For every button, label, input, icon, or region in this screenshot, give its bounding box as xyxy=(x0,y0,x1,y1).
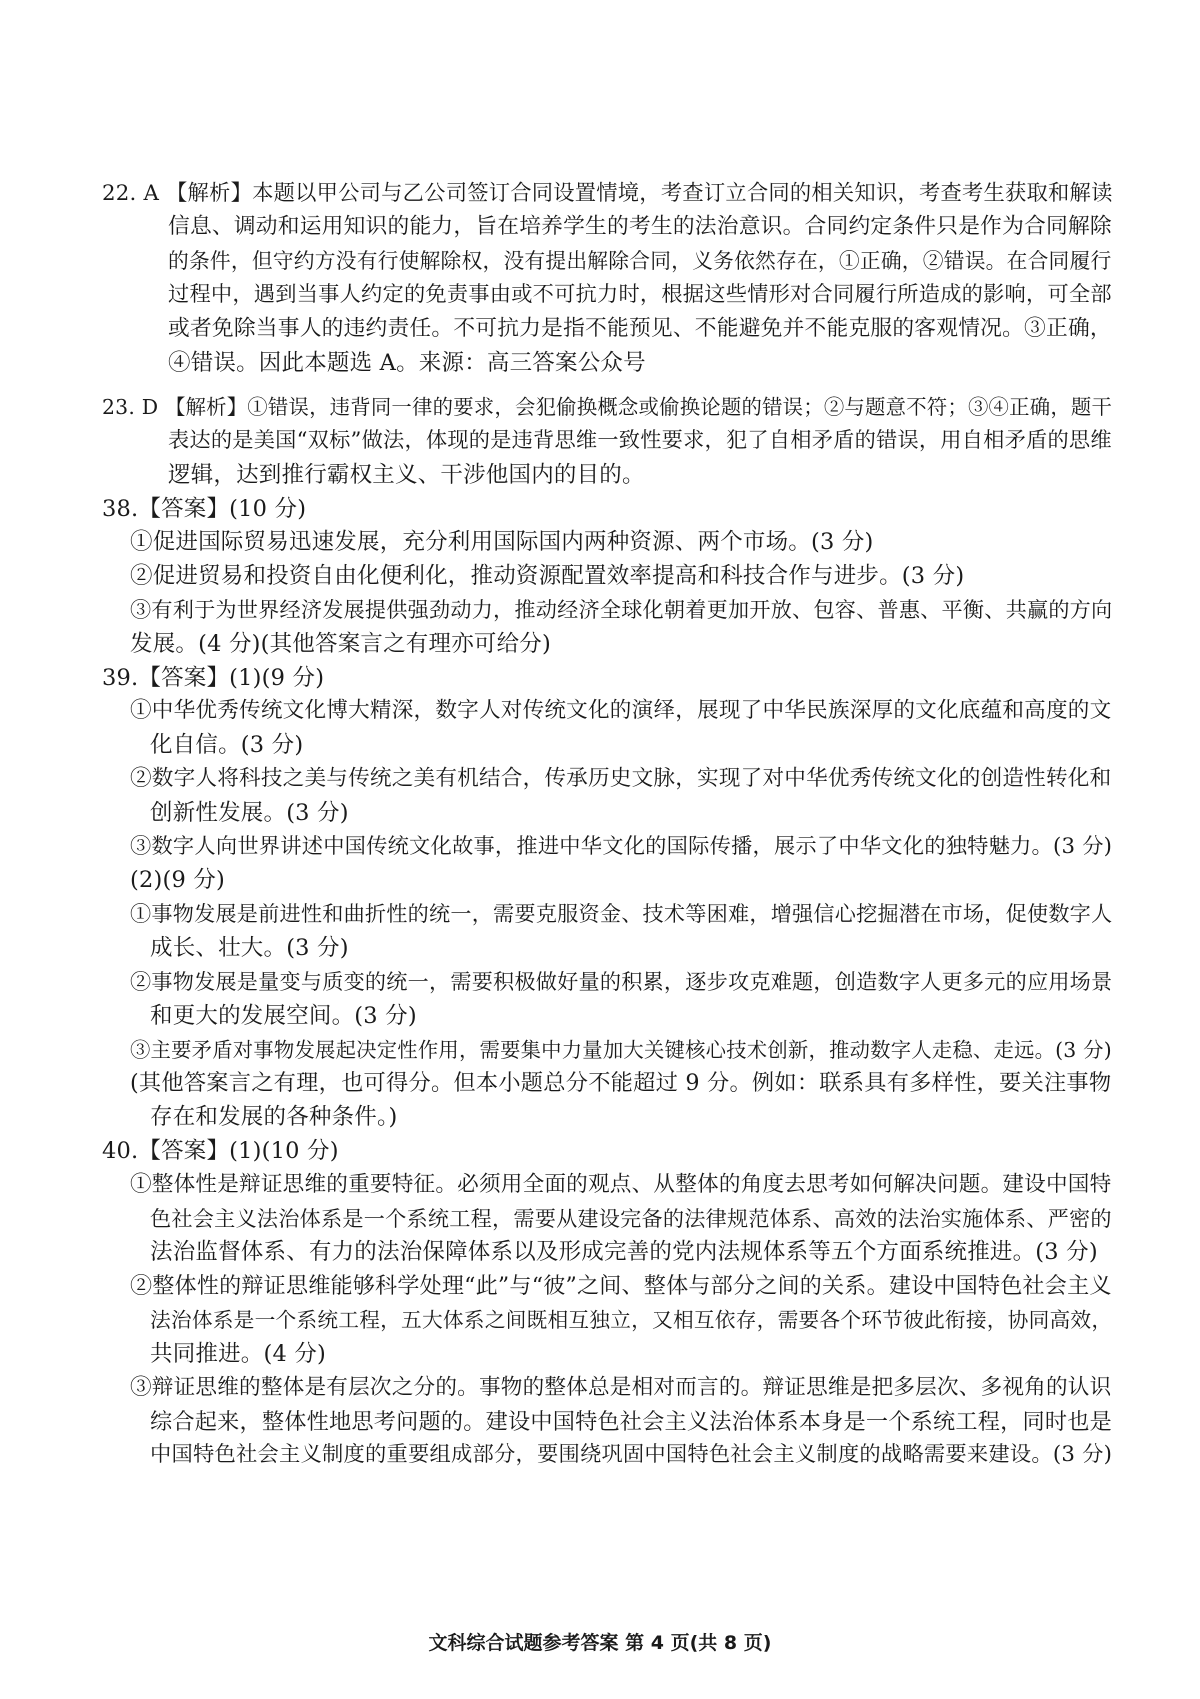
q22-line-1: 22. A 【解析】本题以甲公司与乙公司签订合同设置情境，考查订立合同的相关知识，考查考生获取和解读 xyxy=(102,181,1113,206)
q39-1-point-1: ①中华优秀传统文化博大精深，数字人对传统文化的演绎，展现了中华民族深厚的文化底蕴和高度的文 xyxy=(130,698,1112,723)
q39-2-point-2-cont: 和更大的发展空间。(3 分) xyxy=(150,1003,417,1029)
q39-1-point-1-cont: 化自信。(3 分) xyxy=(150,732,304,758)
q38-heading: 38.【答案】(10 分) xyxy=(102,496,307,522)
q39-2-note-cont: 存在和发展的各种条件。) xyxy=(150,1104,398,1130)
q39-2-point-3: ③主要矛盾对事物发展起决定性作用，需要集中力量加大关键核心技术创新，推动数字人走稳、走远。(3 分) xyxy=(130,1038,1112,1062)
q40-point-2-cont-2: 共同推进。(4 分) xyxy=(150,1341,327,1367)
q39-2-heading: (2)(9 分) xyxy=(130,867,225,893)
q40-point-1-cont-1: 色社会主义法治体系是一个系统工程，需要从建设完备的法律规范体系、高效的法治实施体系、严密的 xyxy=(150,1206,1112,1231)
q38-point-3-cont: 发展。(4 分)(其他答案言之有理亦可给分) xyxy=(130,631,551,657)
q40-point-3-cont-1: 综合起来，整体性地思考问题的。建设中国特色社会主义法治体系本身是一个系统工程，同时也是 xyxy=(150,1409,1112,1435)
q22-line-4: 过程中，遇到当事人约定的免责事由或不可抗力时，根据这些情形对合同履行所造成的影响，可全部 xyxy=(168,282,1112,307)
q40-point-2: ②整体性的辩证思维能够科学处理“此”与“彼”之间、整体与部分之间的关系。建设中国特色社会主义 xyxy=(130,1273,1112,1299)
q23-line-1: 23. D 【解析】①错误，违背同一律的要求，会犯偷换概念或偷换论题的错误；②与题意不符；③④正确，题干 xyxy=(102,395,1113,419)
q39-2-note: (其他答案言之有理，也可得分。但本小题总分不能超过 9 分。例如：联系具有多样性，要关注事物 xyxy=(130,1070,1112,1096)
q38-point-2: ②促进贸易和投资自由化便利化，推动资源配置效率提高和科技合作与进步。(3 分) xyxy=(130,563,965,589)
q38-point-3: ③有利于为世界经济发展提供强劲动力，推动经济全球化朝着更加开放、包容、普惠、平衡、共赢的方向 xyxy=(130,597,1113,622)
q40-heading: 40.【答案】(1)(10 分) xyxy=(102,1138,339,1164)
q22-line-2: 信息、调动和运用知识的能力，旨在培养学生的考生的法治意识。合同约定条件只是作为合同解除 xyxy=(168,214,1112,239)
q39-1-point-2: ②数字人将科技之美与传统之美有机结合，传承历史文脉，实现了对中华优秀传统文化的创造性转化和 xyxy=(130,766,1112,791)
q39-2-point-2: ②事物发展是量变与质变的统一，需要积极做好量的积累，逐步攻克难题，创造数字人更多元的应用场景 xyxy=(130,969,1113,994)
q22-line-5: 或者免除当事人的违约责任。不可抗力是指不能预见、不能避免并不能克服的客观情况。③正确， xyxy=(168,316,1112,341)
q39-2-point-1-cont: 成长、壮大。(3 分) xyxy=(150,935,349,961)
page-footer: 文科综合试题参考答案 第 4 页(共 8 页) xyxy=(428,1632,772,1654)
q39-2-point-1: ①事物发展是前进性和曲折性的统一，需要克服资金、技术等困难，增强信心挖掘潜在市场，促使数字人 xyxy=(130,901,1113,926)
q40-point-1: ①整体性是辩证思维的重要特征。必须用全面的观点、从整体的角度去思考如何解决问题。建设中国特 xyxy=(130,1172,1112,1197)
q23-line-3: 逻辑，达到推行霸权主义、干涉他国内的目的。 xyxy=(168,462,645,488)
q39-1-point-3: ③数字人向世界讲述中国传统文化故事，推进中华文化的国际传播，展示了中华文化的独特魅力。(3 分) xyxy=(130,834,1113,859)
q40-point-3-cont-2: 中国特色社会主义制度的重要组成部分，要围绕巩固中国特色社会主义制度的战略需要来建设。(3 分) xyxy=(150,1442,1113,1467)
q23-line-2: 表达的是美国“双标”做法，体现的是违背思维一致性要求，犯了自相矛盾的错误，用自相矛盾的思维 xyxy=(168,428,1112,453)
q40-point-3: ③辩证思维的整体是有层次之分的。事物的整体总是相对而言的。辩证思维是把多层次、多视角的认识 xyxy=(130,1375,1112,1400)
q40-point-1-cont-2: 法治监督体系、有力的法治保障体系以及形成完善的党内法规体系等五个方面系统推进。(3 分) xyxy=(150,1239,1098,1265)
q22-line-6: ④错误。因此本题选 A。来源：高三答案公众号 xyxy=(168,350,646,376)
q38-point-1: ①促进国际贸易迅速发展，充分利用国际国内两种资源、两个市场。(3 分) xyxy=(130,529,874,555)
q39-heading: 39.【答案】(1)(9 分) xyxy=(102,665,325,691)
q39-1-point-2-cont: 创新性发展。(3 分) xyxy=(150,800,349,826)
q40-point-2-cont-1: 法治体系是一个系统工程，五大体系之间既相互独立，又相互依存，需要各个环节彼此衔接，协同高效， xyxy=(150,1308,1113,1332)
q22-line-3: 的条件，但守约方没有行使解除权，没有提出解除合同，义务依然存在，①正确，②错误。在合同履行 xyxy=(168,249,1112,273)
